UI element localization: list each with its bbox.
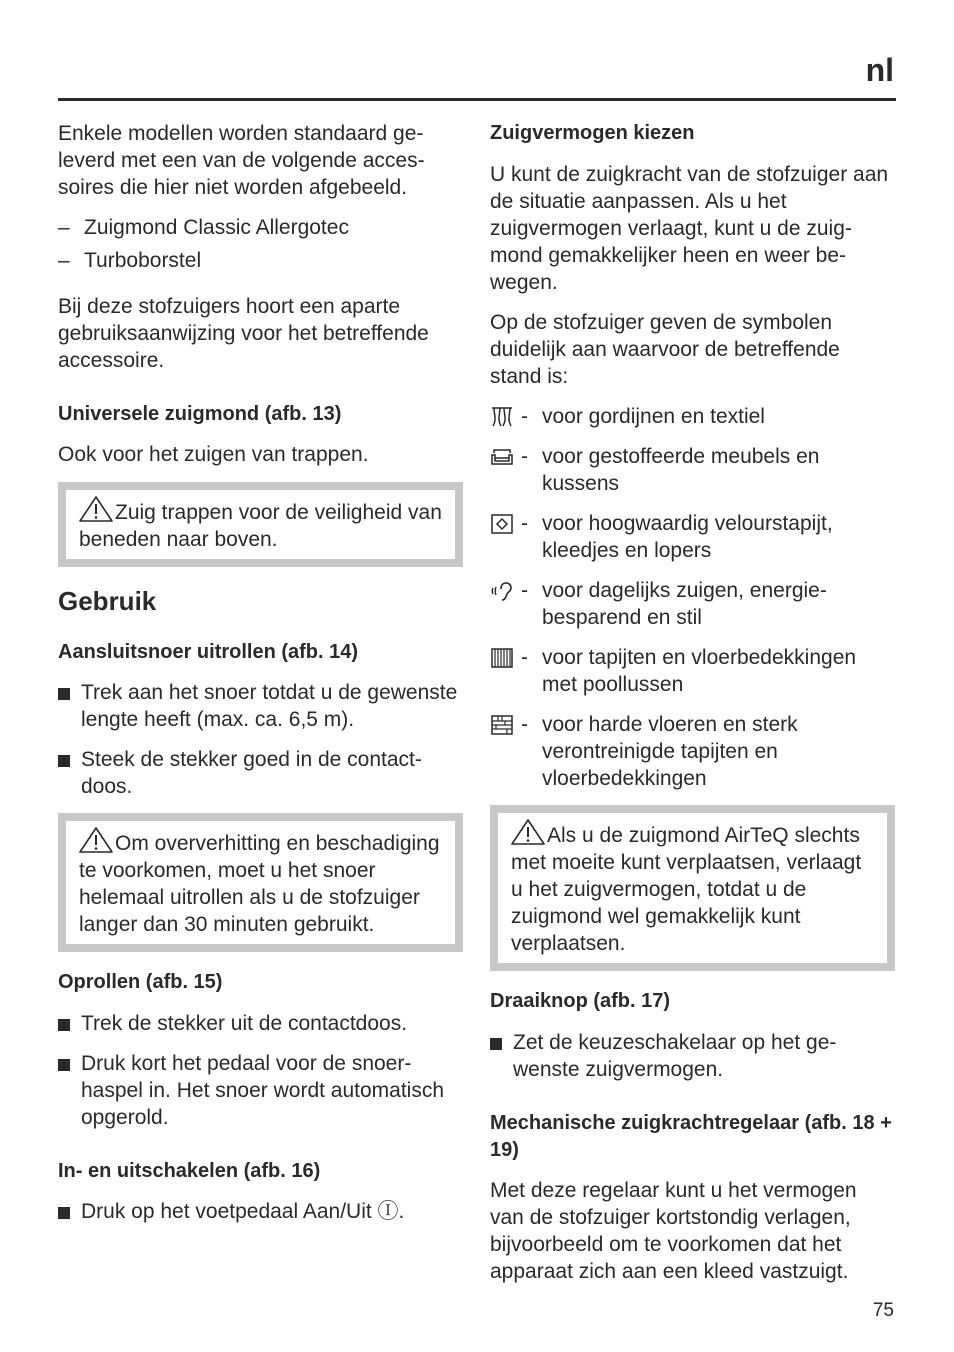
list-item [490,403,895,430]
quiet-ear-icon [490,579,514,603]
symbol-dash: - [521,713,528,736]
rewind-steps [58,1010,463,1131]
section-title: Gebruik [58,586,157,616]
step-text: Druk op het voetpedaal Aan/Uit Ⓘ. [81,1200,405,1223]
list-item [58,1010,463,1037]
language-code: nl [865,52,894,88]
separate-manual-text: Bij deze stofzuigers hoort een aparte gebruiksaanwijzing voor het betreffende accessoire. [58,295,429,372]
mech-text: Met deze regelaar kunt u het vermogen van de stofzuiger kortstondig verlagen, bijvoorbeeld om te voorkomen dat het apparaat zich aan een kleed vastzuigt. [490,1179,857,1283]
mech-heading: Mechanische zuigkrachtregelaar (afb. 18 + 19) [490,1112,892,1161]
symbol-dash: - [521,405,528,428]
bullet-square-icon [58,1059,70,1071]
switch-steps [58,1198,463,1225]
loop-carpet-icon [490,646,514,670]
step-text: Zet de keuzeschakelaar op het gewenste zuigvermogen. [513,1031,837,1081]
list-item [490,577,895,631]
step-text: Trek de stekker uit de contactdoos. [81,1012,408,1035]
switch-heading: In- en uitschakelen (afb. 16) [58,1160,321,1182]
overheat-warning-box [58,813,463,952]
symbol-text: voor hoogwaardig velourstapijt, kleedjes en lopers [542,512,833,562]
knob-heading: Draaiknop (afb. 17) [490,990,671,1012]
symbol-list [490,403,895,792]
bullet-square-icon [58,688,70,700]
unroll-heading: Aansluitsnoer uitrollen (afb. 14) [58,641,359,663]
warning-triangle-icon [79,496,113,522]
list-item [490,443,895,497]
knob-steps [490,1029,895,1083]
stairs-warning-text: Zuig trappen voor de veiligheid van beneden naar boven. [79,501,442,551]
unroll-steps [58,679,463,800]
symbol-text: voor dagelijks zuigen, energiebesparend en stil [542,579,827,629]
hard-floor-icon [490,713,514,737]
list-item: – Zuigmond Classic Allergotec [58,214,463,241]
intro-text: Enkele modellen worden standaard geleverd met een van de volgende accessoires die hier niet worden afgebeeld. [58,122,425,199]
step-text: Druk kort het pedaal voor de snoerhaspel in. Het snoer wordt automatisch opgerold. [81,1052,445,1129]
right-column [490,120,895,1285]
warning-triangle-icon [511,819,545,845]
list-item [58,746,463,800]
bullet-square-icon [490,1038,502,1050]
step-text: Steek de stekker goed in de contactdoos. [81,748,422,798]
power-text: U kunt de zuigkracht van de stofzuiger aan de situatie aanpassen. Als u het zuigvermogen verlaagt, kunt u de zuigmond gemakkelijker heen en weer bewegen. [490,163,889,294]
symbol-dash: - [521,512,528,535]
overheat-warning-text: Om oververhitting en beschadiging te voorkomen, moet u het snoer helemaal uitrollen als u de stofzuiger langer dan 30 minuten gebruikt. [79,832,440,936]
list-item [58,1050,463,1131]
accessory-list [58,214,463,274]
nozzle-heading: Universele zuigmond (afb. 13) [58,403,342,425]
stairs-warning-box [58,482,463,567]
rug-icon [490,512,514,536]
page-number: 75 [872,1300,894,1321]
list-item [490,510,895,564]
left-column [58,120,463,1238]
symbol-text: voor gestoffeerde meubels en kussens [542,445,820,495]
list-item [490,1029,895,1083]
nozzle-text: Ook voor het zuigen van trappen. [58,443,369,466]
list-item [490,644,895,698]
header-rule [58,98,896,101]
symbol-dash: - [521,579,528,602]
bullet-square-icon [58,1207,70,1219]
power-heading: Zuigvermogen kiezen [490,122,695,144]
bullet-square-icon [58,1019,70,1031]
symbols-intro: Op de stofzuiger geven de symbolen duidelijk aan waarvoor de betreffende stand is: [490,311,840,388]
warning-triangle-icon [79,827,113,853]
symbol-text: voor gordijnen en textiel [542,405,765,428]
list-item: – Turboborstel [58,247,463,274]
rewind-heading: Oprollen (afb. 15) [58,971,223,993]
list-item [58,679,463,733]
list-item [490,711,895,792]
armchair-icon [490,445,514,469]
symbol-dash: - [521,445,528,468]
bullet-square-icon [58,755,70,767]
airteq-warning-box [490,805,895,971]
symbol-dash: - [521,646,528,669]
airteq-warning-text: Als u de zuigmond AirTeQ slechts met moeite kunt verplaatsen, verlaagt u het zuigvermogen, totdat u de zuigmond wel gemakkelijk kunt verplaatsen. [511,824,862,955]
list-item [58,1198,463,1225]
symbol-text: voor tapijten en vloerbedekkingen met poollussen [542,646,857,696]
step-text: Trek aan het snoer totdat u de gewenste lengte heeft (max. ca. 6,5 m). [81,681,458,731]
curtain-icon [490,405,514,429]
symbol-text: voor harde vloeren en sterk verontreinigde tapijten en vloerbedekkingen [542,713,798,790]
